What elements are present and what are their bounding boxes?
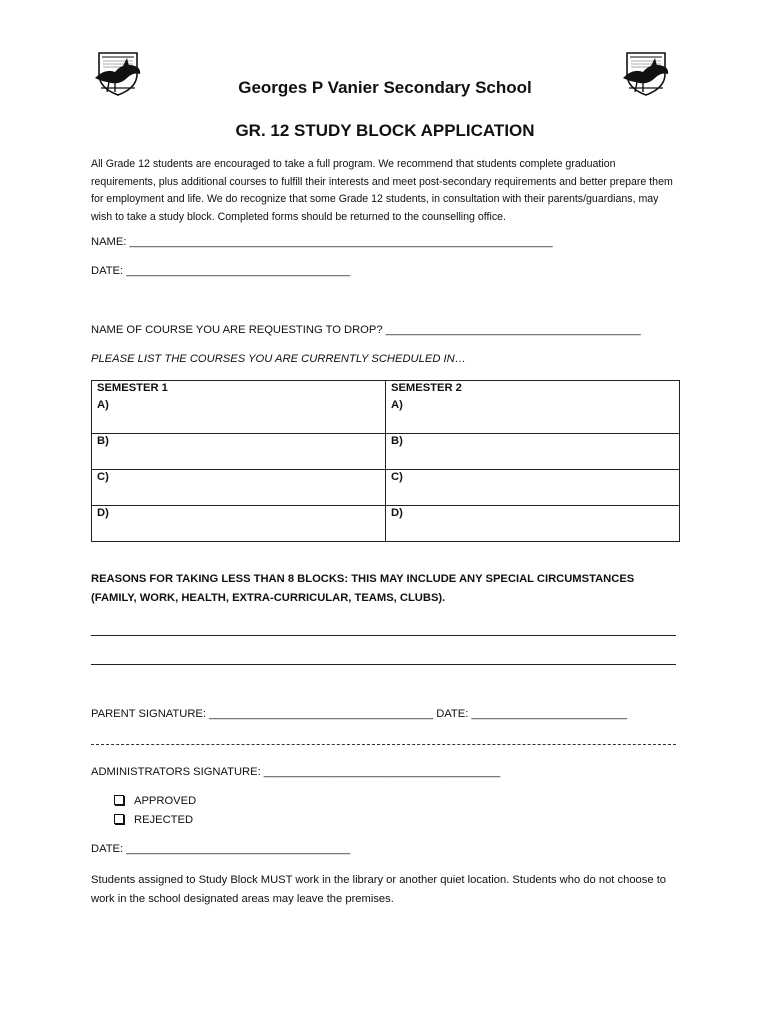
table-row <box>92 506 680 542</box>
admin-date-field[interactable]: DATE: ____________________________________ <box>91 843 351 855</box>
form-title: GR. 12 STUDY BLOCK APPLICATION <box>235 121 535 140</box>
semester-2-header: SEMESTER 2 <box>386 381 680 399</box>
approved-checkbox-icon[interactable] <box>114 795 124 805</box>
footer-note: Students assigned to Study Block MUST work in the library or another quiet location. Students who do not choose to work in the school designated areas may leave the premises. <box>91 874 667 905</box>
name-field[interactable]: NAME: ____________________________________________________________________ <box>91 236 553 248</box>
table-row <box>92 470 680 506</box>
reason-answer-line-2[interactable] <box>91 664 676 665</box>
course-drop-field[interactable]: NAME OF COURSE YOU ARE REQUESTING TO DROP? _________________________________________ <box>91 324 641 336</box>
semester-1-cell-c[interactable]: C) <box>92 470 386 506</box>
semester-1-header: SEMESTER 1 <box>92 381 386 399</box>
section-divider <box>91 744 676 745</box>
course-list-prompt: PLEASE LIST THE COURSES YOU ARE CURRENTLY SCHEDULED IN… <box>91 353 466 365</box>
admin-signature-field[interactable]: ADMINISTRATORS SIGNATURE: ______________________________________ <box>91 766 501 778</box>
rejected-label: REJECTED <box>134 814 194 826</box>
intro-paragraph: All Grade 12 students are encouraged to take a full program. We recommend that students complete graduation requirements, plus additional courses to fulfill their interests and meet post-secondary requirements and better prepare them for employment and life. We do recognize that some Grade 12 students, in consultation with their parents/guardians, may wish to take a study block. Completed forms should be returned to the counselling office. <box>91 158 673 223</box>
rejected-option[interactable] <box>114 814 193 826</box>
parent-signature-field[interactable]: PARENT SIGNATURE: ____________________________________ DATE: _________________________ <box>91 708 627 720</box>
semester-2-cell-a[interactable]: A) <box>386 398 680 434</box>
rejected-checkbox-icon[interactable] <box>114 814 124 824</box>
semester-1-cell-b[interactable]: B) <box>92 434 386 470</box>
reasons-heading-line-1: REASONS FOR TAKING LESS THAN 8 BLOCKS: THIS MAY INCLUDE ANY SPECIAL CIRCUMSTANCES <box>91 573 635 585</box>
semester-2-cell-c[interactable]: C) <box>386 470 680 506</box>
table-row <box>92 398 680 434</box>
semester-2-cell-b[interactable]: B) <box>386 434 680 470</box>
approved-label: APPROVED <box>134 795 197 807</box>
reasons-heading-line-2: (FAMILY, WORK, HEALTH, EXTRA-CURRICULAR, TEAMS, CLUBS). <box>91 592 446 604</box>
school-name: Georges P Vanier Secondary School <box>238 78 532 97</box>
date-field[interactable]: DATE: ____________________________________ <box>91 265 351 277</box>
course-schedule-table <box>91 380 680 542</box>
approved-option[interactable] <box>114 795 196 807</box>
reason-answer-line-1[interactable] <box>91 635 676 636</box>
table-row <box>92 434 680 470</box>
semester-1-cell-a[interactable]: A) <box>92 398 386 434</box>
semester-1-cell-d[interactable]: D) <box>92 506 386 542</box>
semester-2-cell-d[interactable]: D) <box>386 506 680 542</box>
